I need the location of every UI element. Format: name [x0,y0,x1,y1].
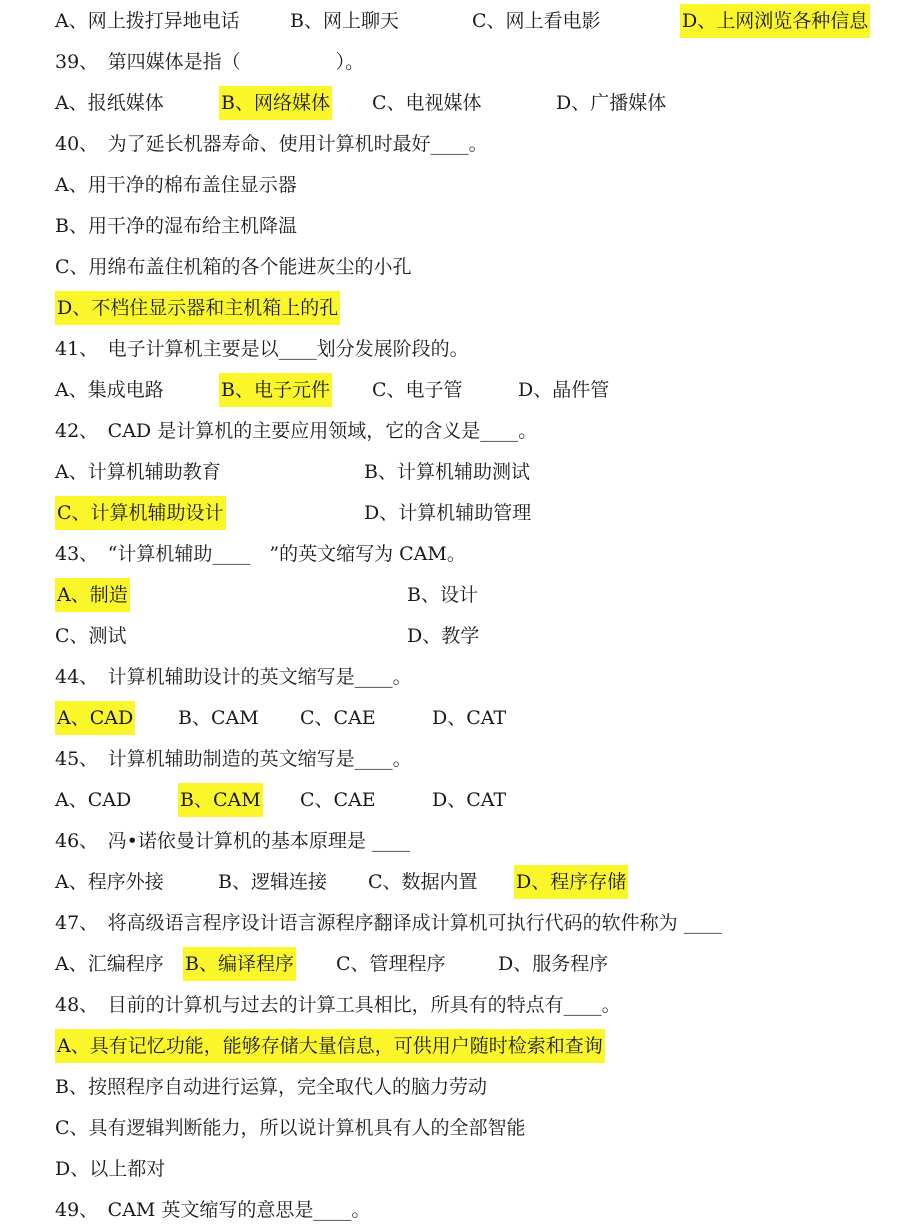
option-text: D、晶件管 [518,379,610,401]
option-text: 41、 电子计算机主要是以____划分发展阶段的。 [55,338,469,360]
option-text: D、CAT [432,789,507,811]
highlighted-answer: B、编译程序 [183,947,296,981]
text-line [0,250,912,284]
option-text: B、用干净的湿布给主机降温 [55,215,297,237]
option-text: C、CAE [300,707,376,729]
text-line [0,537,912,571]
highlighted-answer: A、具有记忆功能，能够存储大量信息，可供用户随时检索和查询 [55,1029,605,1063]
option-text: A、用干净的棉布盖住显示器 [55,174,297,196]
text-line [0,86,912,120]
option-text: 48、 目前的计算机与过去的计算工具相比，所具有的特点有____。 [55,994,621,1016]
option-text: A、报纸媒体 [55,92,164,114]
option-text: C、CAE [300,789,376,811]
option-text: C、网上看电影 [472,10,601,32]
highlighted-answer: D、不档住显示器和主机箱上的孔 [55,291,340,325]
text-line [0,455,912,489]
highlighted-answer: A、制造 [55,578,130,612]
highlighted-answer: A、CAD [55,701,135,735]
text-line [0,414,912,448]
option-text: 49、 CAM 英文缩写的意思是____。 [55,1199,371,1221]
text-line [0,947,912,981]
text-line [0,4,912,38]
option-text: B、按照程序自动进行运算，完全取代人的脑力劳动 [55,1076,487,1098]
option-text: D、教学 [407,625,480,647]
option-text: 46、 冯•诺依曼计算机的基本原理是 ____ [55,830,410,852]
option-text: A、集成电路 [55,379,164,401]
option-text: 40、 为了延长机器寿命、使用计算机时最好____。 [55,133,488,155]
highlighted-answer: D、程序存储 [514,865,628,899]
text-line [0,742,912,776]
text-line [0,619,912,653]
text-line [0,209,912,243]
option-text: 47、 将高级语言程序设计语言源程序翻译成计算机可执行代码的软件称为 ____ [55,912,722,934]
option-text: D、以上都对 [55,1158,166,1180]
option-text: B、CAM [178,707,259,729]
text-line [0,496,912,530]
text-line [0,1070,912,1104]
option-text: C、电视媒体 [372,92,482,114]
option-text: D、计算机辅助管理 [364,502,532,524]
text-line [0,1111,912,1145]
text-line [0,660,912,694]
text-line [0,578,912,612]
option-text: A、CAD [55,789,132,811]
option-text: A、汇编程序 [55,953,164,975]
text-line [0,291,912,325]
highlighted-answer: B、网络媒体 [219,86,332,120]
option-text: C、电子管 [372,379,463,401]
option-text: A、计算机辅助教育 [55,461,221,483]
option-text: B、网上聊天 [290,10,399,32]
option-text: C、具有逻辑判断能力，所以说计算机具有人的全部智能 [55,1117,526,1139]
text-line [0,906,912,940]
text-line [0,168,912,202]
highlighted-answer: B、电子元件 [219,373,332,407]
option-text: 44、 计算机辅助设计的英文缩写是____。 [55,666,412,688]
option-text: B、逻辑连接 [218,871,327,893]
option-text: B、设计 [407,584,478,606]
option-text: C、用绵布盖住机箱的各个能进灰尘的小孔 [55,256,412,278]
text-line [0,988,912,1022]
option-text: D、服务程序 [498,953,609,975]
text-line [0,127,912,161]
option-text: C、管理程序 [336,953,446,975]
option-text: A、网上拨打异地电话 [55,10,240,32]
option-text: 45、 计算机辅助制造的英文缩写是____。 [55,748,412,770]
option-text: 39、 第四媒体是指（ ）。 [55,51,365,73]
option-text: A、程序外接 [55,871,164,893]
text-line [0,783,912,817]
highlighted-answer: C、计算机辅助设计 [55,496,226,530]
option-text: B、计算机辅助测试 [364,461,530,483]
option-text: C、数据内置 [368,871,478,893]
text-line [0,1152,912,1186]
highlighted-answer: B、CAM [178,783,263,817]
option-text: D、广播媒体 [556,92,667,114]
text-line [0,1193,912,1227]
text-line [0,45,912,79]
text-line [0,332,912,366]
option-text: 42、 CAD 是计算机的主要应用领域，它的含义是____。 [55,420,538,442]
text-line [0,865,912,899]
option-text: C、测试 [55,625,127,647]
text-line [0,824,912,858]
text-line [0,701,912,735]
highlighted-answer: D、上网浏览各种信息 [680,4,870,38]
option-text: D、CAT [432,707,507,729]
option-text: 43、 “计算机辅助____ ”的英文缩写为 CAM。 [55,543,466,565]
text-line [0,373,912,407]
text-line [0,1029,912,1063]
